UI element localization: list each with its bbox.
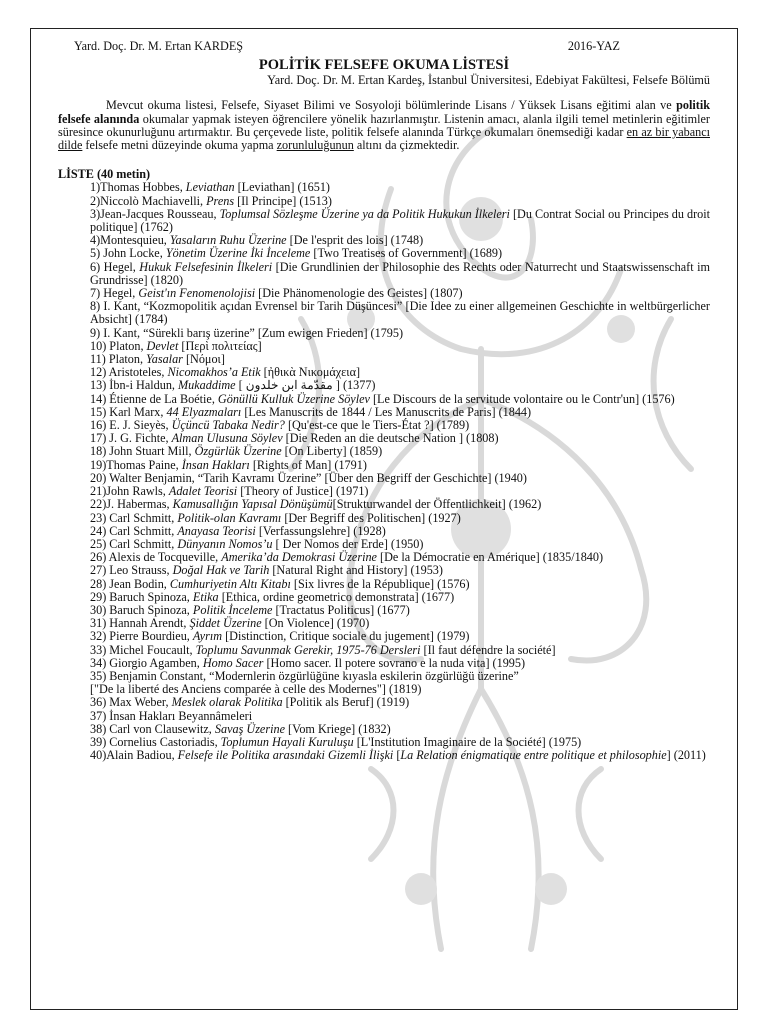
list-item-text: 37) İnsan Hakları Beyannâmeleri [90,708,253,723]
list-item-text: 4)Montesquieu, [90,233,170,248]
list-item-text: 23) Carl Schmitt, [90,510,178,525]
list-item-title: Cumhuriyetin Altı Kitabı [169,576,291,591]
list-item-text: 20) Walter Benjamin, “Tarih Kavramı Üzerine” [Über den Begriff der Geschichte] (1940) [90,470,527,485]
list-item [90,208,710,234]
list-item-text: [Six livres de la République] (1576) [290,576,470,591]
list-item-text: [Politik als Beruf] (1919) [282,695,410,710]
list-item-text: [ [393,748,401,763]
list-item-text: 40)Alain Badiou, [90,748,178,763]
intro-underline-1: en az bir yabancı dilde [58,124,710,153]
intro-paragraph [58,99,710,152]
list-item-text: 12) Aristoteles, [90,365,168,380]
list-item-text: 17) J. G. Fichte, [90,431,172,446]
list-item-text: [Il faut défendre la société] [420,642,556,657]
list-item-text: [Distinction, Critique sociale du jugement] (1979) [222,629,470,644]
page-title: POLİTİK FELSEFE OKUMA LİSTESİ [258,57,510,74]
list-item-text: ] (2011) [666,748,706,763]
term-label: 2016-YAZ [567,39,620,53]
list-item-title: Şiddet Üzerine [189,616,262,631]
list-item-title: Politik İnceleme [192,602,273,617]
list-item-title: Üçüncü Tabaka Nedir? [171,418,285,433]
list-item-text: 14) Étienne de La Boétie, [90,391,218,406]
list-item-text: 6) Hegel, [90,259,140,274]
intro-text-2: okumalar yapmak isteyen öğrencilere yönelik hazırlanmıştır. Listenin amacı, alanla ilgili temel metinlerin eğitimler süresince okunurluğunu artırmaktır. Bu çerçevede liste, politik felsefe alanında Türkçe okumaları önemsediği kadar [58,111,710,139]
list-item-title: Homo Sacer [202,655,264,670]
list-item-title: Yönetim Üzerine İki İnceleme [165,246,311,261]
list-heading: LİSTE (40 metin) [58,167,151,182]
list-item-title: Kamusallığın Yapısal Dönüşümü [172,497,333,512]
list-item-text: ["De la liberté des Anciens comparée à celle des Modernes"] (1819) [90,682,422,697]
list-item-title: Anayasa Teorisi [177,523,256,538]
list-item-title: Felsefe ile Politika arasındaki Gizemli İlişki [177,748,394,763]
list-item-text: [Die Phänomenologie des Geistes] (1807) [255,286,463,301]
list-item-title: Ayrım [192,629,223,644]
list-item-text: [Natural Right and History] (1953) [269,563,443,578]
list-item-title: Prens [206,193,235,208]
list-item-text: 28) Jean Bodin, [90,576,170,591]
list-item-text: 25) Carl Schmitt, [90,536,178,551]
intro-text-3: felsefe metni düzeyinde okuma yapma [82,138,277,153]
list-item-title: Özgürlük Üzerine [194,444,282,459]
list-item-title: 44 Elyazmaları [166,404,242,419]
list-item-text: [Leviathan] (1651) [234,180,330,195]
list-item-text: 22)J. Habermas, [90,497,173,512]
list-item-title: Toplumsal Sözleşme Üzerine ya da Politik Hukukun İlkeleri [219,206,510,221]
list-item-text: 30) Baruch Spinoza, [90,602,193,617]
list-item-text: 34) Giorgio Agamben, [90,655,203,670]
list-item-title: Politik-olan Kavramı [177,510,282,525]
list-item-text: 35) Benjamin Constant, “Modernlerin özgürlüğüne kıyasla eskilerin özgürlüğü üzerine” [90,668,519,683]
list-item-text: [Les Manuscrits de 1844 / Les Manuscrits de Paris] (1844) [241,404,532,419]
list-item [90,749,710,762]
list-item-title: Geist'ın Fenomenolojisi [138,286,256,301]
list-item-text: [Rights of Man] (1791) [249,457,367,472]
list-item-title: Meslek olarak Politika [171,695,283,710]
list-item-text: 13) İbn-i Haldun, [90,378,179,393]
list-item-text: [Die Reden an die deutsche Nation ] (1808) [282,431,499,446]
list-item-text: [On Liberty] (1859) [281,444,383,459]
list-item-title: Mukaddime [178,378,236,393]
list-item-text: [Two Treatises of Government] (1689) [310,246,503,261]
intro-underline-2: zorunluluğunun [276,138,354,153]
list-item-text: 21)John Rawls, [90,484,169,499]
intro-bold: politik felsefe alanında [58,98,710,126]
intro-text-4: altını da çizmektedir. [353,138,460,153]
list-item-text: [On Violence] (1970) [261,616,370,631]
list-item-text: 26) Alexis de Tocqueville, [90,550,222,565]
list-item-text: 5) John Locke, [90,246,166,261]
list-item-title: Nicomakhos’a Etik [167,365,261,380]
author-line: Yard. Doç. Dr. M. Ertan KARDEŞ [74,39,244,53]
list-item-title: Toplumu Savunmak Gerekir, 1975-76 Dersleri [195,642,421,657]
list-item-text: [ مقدّمة ابن خلدون ] (1377) [235,378,376,393]
list-item-title: Amerika’da Demokrasi Üzerine [221,550,377,565]
list-item-text: 15) Karl Marx, [90,404,167,419]
list-item-text: [Die Grundlinien der Philosophie des Rechts oder Naturrecht und Staatswissenschaft im Grundrisse] (1820) [90,259,710,287]
list-item-text: [Der Begriff des Politischen] (1927) [281,510,461,525]
document-content [58,40,710,762]
list-item-text: 8) I. Kant, “Kozmopolitik açıdan Evrensel bir Tarih Düşüncesi” [Die Idee zu einer allgemeinen Geschichte in weltbürgerlicher Absicht] (1784) [90,299,710,327]
list-item-title: Doğal Hak ve Tarih [172,563,270,578]
list-item-title: Yasalar [146,352,183,367]
list-item-text: [ἠθικὰ Νικομάχεια] [260,365,361,380]
list-item-title: Devlet [146,338,179,353]
list-item-text: 27) Leo Strauss, [90,563,173,578]
list-item-text: [Du Contrat Social ou Principes du droit politique] (1762) [90,206,710,235]
list-item-text: 7) Hegel, [90,286,139,301]
list-item-title: İnsan Hakları [181,457,250,472]
list-item-text: 10) Platon, [90,338,147,353]
list-item-text: 2)Niccolò Machiavelli, [90,193,207,208]
list-item-text: 33) Michel Foucault, [90,642,196,657]
list-item-text: 11) Platon, [90,352,147,367]
list-item-text: [Tractatus Politicus] (1677) [272,602,410,617]
list-item-text: [Theory of Justice] (1971) [237,484,369,499]
list-item-text: [Νόμοι] [182,352,225,367]
list-item-text: [Vom Kriege] (1832) [284,721,391,736]
list-item [90,261,710,287]
list-item-text: 18) John Stuart Mill, [90,444,195,459]
list-item-text: 1)Thomas Hobbes, [90,180,186,195]
list-item-text: 16) E. J. Sieyès, [90,418,172,433]
list-item-text: 39) Cornelius Castoriadis, [90,734,221,749]
list-item-text: [De la Démocratie en Amérique] (1835/1840) [376,550,604,565]
list-item-text: [De l'esprit des lois] (1748) [286,233,424,248]
affiliation-line: Yard. Doç. Dr. M. Ertan Kardeş, İstanbul Üniversitesi, Edebiyat Fakültesi, Felsefe Bölümü [267,73,710,88]
list-item-text: [Strukturwandel der Öffentlichkeit] (1962) [332,497,542,512]
list-item-title: Savaş Üzerine [214,721,285,736]
list-item-title: Dünyanın Nomos’u [177,536,273,551]
reading-list [58,181,710,762]
list-item-title: Adalet Teorisi [168,484,238,499]
list-item-text: 19)Thomas Paine, [90,457,182,472]
list-item [90,300,710,326]
list-item-text: 32) Pierre Bourdieu, [90,629,193,644]
list-item-text: [Verfassungslehre] (1928) [255,523,386,538]
list-item-text: 3)Jean-Jacques Rousseau, [90,206,220,221]
list-item-title: Leviathan [185,180,235,195]
list-item-text: [Homo sacer. Il potere sovrano e la nuda vita] (1995) [263,655,526,670]
list-item-text: [Il Principe] (1513) [234,193,332,208]
list-item-title: Hukuk Felsefesinin İlkeleri [139,259,273,274]
list-item-text: [L'Institution Imaginaire de la Société] (1975) [353,734,582,749]
list-item-title: Yasaların Ruhu Üzerine [169,233,287,248]
list-item-text: 9) I. Kant, “Sürekli barış üzerine” [Zum ewigen Frieden] (1795) [90,325,404,340]
list-item-text: [Περὶ πολιτείας] [178,338,262,353]
list-item-title: Toplumun Hayali Kuruluşu [220,734,354,749]
list-item-text: 24) Carl Schmitt, [90,523,178,538]
list-item-text: 31) Hannah Arendt, [90,616,190,631]
intro-text-1: Mevcut okuma listesi, Felsefe, Siyaset Bilimi ve Sosyoloji bölümlerinde Lisans / Yüksek Lisans eğitimi alan ve [106,98,677,113]
list-item-text: 29) Baruch Spinoza, [90,589,193,604]
list-item-title: La Relation énigmatique entre politique et philosophie [400,748,667,763]
list-item-title: Etika [192,589,219,604]
list-item-title: Alman Ulusuna Söylev [171,431,283,446]
list-item-text: [Qu'est-ce que le Tiers-État ?] (1789) [284,418,470,433]
list-item-text: 38) Carl von Clausewitz, [90,721,215,736]
list-item-text: [Ethica, ordine geometrico demonstrata] (1677) [218,589,455,604]
list-item-text: [Le Discours de la servitude volontaire ou le Contr'un] (1576) [369,391,675,406]
list-item-text: [ Der Nomos der Erde] (1950) [272,536,424,551]
list-item-text: 36) Max Weber, [90,695,172,710]
header-row [58,40,710,53]
list-item-title: Gönüllü Kulluk Üzerine Söylev [217,391,370,406]
